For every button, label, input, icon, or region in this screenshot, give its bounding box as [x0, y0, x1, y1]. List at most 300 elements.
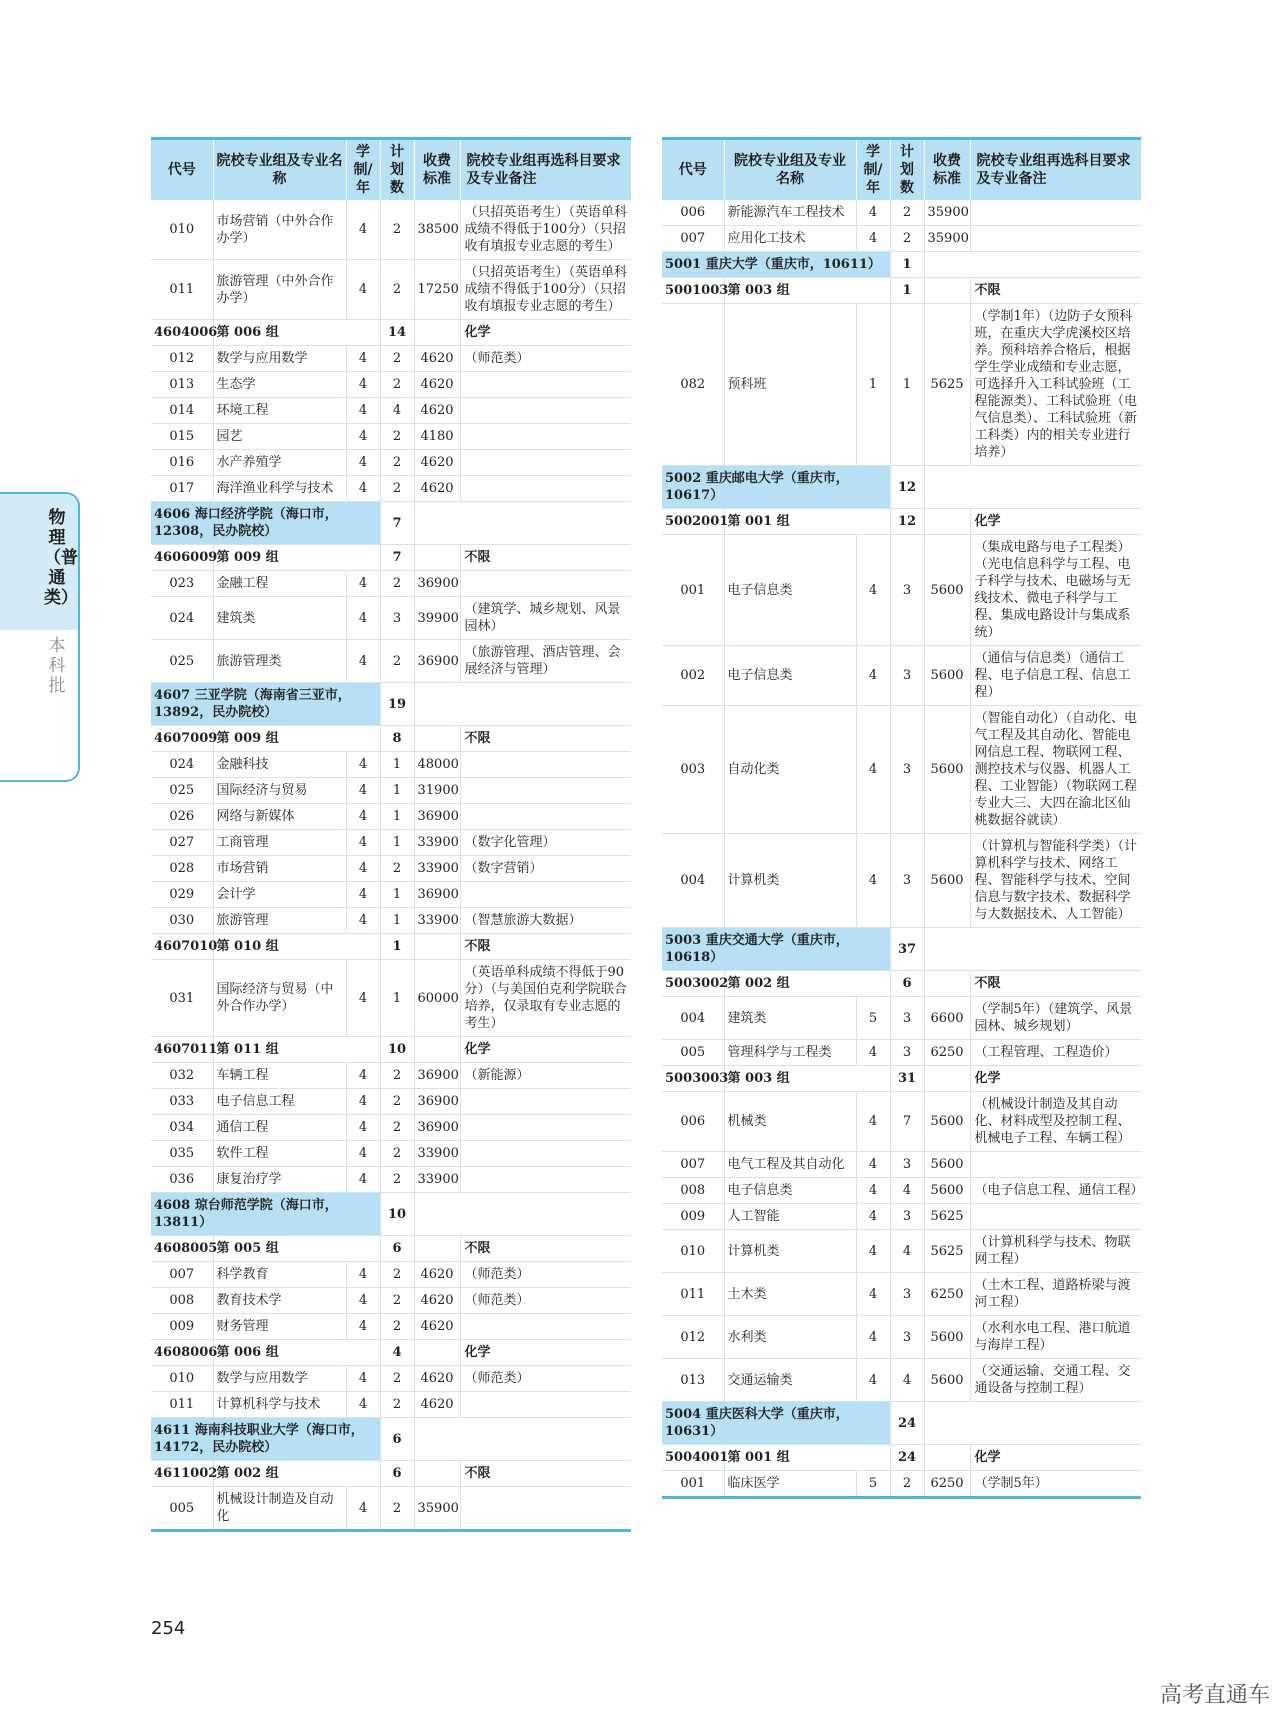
major-plan: 2: [380, 1089, 414, 1115]
major-row: [151, 346, 631, 372]
major-plan: 1: [380, 804, 414, 830]
major-fee: 5600: [924, 1152, 970, 1178]
group-plan: 6: [890, 971, 924, 997]
major-fee: 5600: [924, 1178, 970, 1204]
institution-plan: 19: [380, 683, 414, 726]
major-fee: 4620: [414, 476, 460, 502]
major-name: 自动化类: [724, 706, 856, 834]
institution-title: 5004 重庆医科大学（重庆市，10631）: [662, 1402, 890, 1445]
major-note: （数字化管理）: [460, 830, 631, 856]
institution-title: 5001 重庆大学（重庆市，10611）: [662, 252, 890, 278]
major-name: 康复治疗学: [213, 1167, 346, 1193]
major-note: [970, 200, 1141, 226]
major-note: （师范类）: [460, 1288, 631, 1314]
institution-plan: 24: [890, 1402, 924, 1445]
major-years: 4: [346, 1167, 380, 1193]
group-row: [662, 971, 1141, 997]
major-note: （机械设计制造及其自动化、材料成型及控制工程、机械电子工程、车辆工程）: [970, 1092, 1141, 1152]
major-note: [460, 752, 631, 778]
major-plan: 3: [890, 1316, 924, 1359]
major-row: [151, 908, 631, 934]
major-code: 011: [662, 1273, 724, 1316]
major-years: 4: [856, 1092, 890, 1152]
empty-cell: [924, 278, 970, 304]
major-code: 012: [662, 1316, 724, 1359]
major-years: 4: [346, 398, 380, 424]
major-name: 计算机类: [724, 1230, 856, 1273]
major-plan: 2: [380, 1366, 414, 1392]
group-subject-requirement: 化学: [970, 509, 1141, 535]
major-fee: 35900: [414, 1487, 460, 1531]
major-row: [151, 200, 631, 260]
major-note: [460, 450, 631, 476]
major-years: 4: [856, 646, 890, 706]
major-row: [151, 882, 631, 908]
group-name: 第 006 组: [213, 1340, 380, 1366]
major-name: 旅游管理类: [213, 640, 346, 683]
major-row: [151, 1366, 631, 1392]
major-code: 007: [662, 1152, 724, 1178]
major-plan: 2: [380, 1314, 414, 1340]
major-code: 004: [662, 997, 724, 1040]
major-code: 011: [151, 1392, 213, 1418]
major-years: 4: [346, 200, 380, 260]
major-years: 4: [346, 1366, 380, 1392]
group-code: 4608006: [151, 1340, 213, 1366]
major-note: （学制1年）（边防子女预科班，在重庆大学虎溪校区培养。预科培养合格后，根据学生学业成绩和专业志愿，可选择升入工科试验班（工程能源类）、工科试验班（电气信息类）、工科试验班（新工科类）内的相关专业进行培养）: [970, 304, 1141, 466]
major-code: 015: [151, 424, 213, 450]
header-note: 院校专业组再选科目要求及专业备注: [460, 139, 631, 201]
major-code: 025: [151, 778, 213, 804]
institution-title: 5002 重庆邮电大学（重庆市，10617）: [662, 466, 890, 509]
major-plan: 4: [890, 1230, 924, 1273]
major-years: 4: [346, 597, 380, 640]
major-years: 4: [346, 752, 380, 778]
major-plan: 1: [380, 882, 414, 908]
institution-row: [662, 466, 1141, 509]
major-note: （数字营销）: [460, 856, 631, 882]
group-name: 第 011 组: [213, 1037, 380, 1063]
group-plan: 10: [380, 1037, 414, 1063]
group-subject-requirement: 化学: [460, 320, 631, 346]
header-code: 代号: [151, 139, 213, 201]
major-years: 1: [856, 304, 890, 466]
header-plan: 计划数: [380, 139, 414, 201]
major-code: 035: [151, 1141, 213, 1167]
group-plan: 6: [380, 1236, 414, 1262]
major-code: 024: [151, 752, 213, 778]
institution-title: 4611 海南科技职业大学（海口市，14172，民办院校）: [151, 1418, 380, 1461]
major-note: （通信与信息类）（通信工程、电子信息工程、信息工程）: [970, 646, 1141, 706]
major-code: 004: [662, 834, 724, 928]
header-years: 学制/年: [856, 139, 890, 201]
institution-row: [151, 1193, 631, 1236]
major-row: [151, 640, 631, 683]
group-row: [151, 1340, 631, 1366]
major-plan: 2: [380, 640, 414, 683]
major-fee: 5600: [924, 646, 970, 706]
major-code: 017: [151, 476, 213, 502]
major-years: 4: [346, 778, 380, 804]
major-code: 036: [151, 1167, 213, 1193]
major-fee: 35900: [924, 226, 970, 252]
major-years: 4: [856, 226, 890, 252]
major-years: 4: [346, 1063, 380, 1089]
empty-cell: [414, 1418, 631, 1461]
group-name: 第 001 组: [724, 1445, 890, 1471]
major-code: 082: [662, 304, 724, 466]
institution-plan: 1: [890, 252, 924, 278]
group-subject-requirement: 不限: [970, 278, 1141, 304]
institution-row: [662, 928, 1141, 971]
major-note: [460, 571, 631, 597]
major-plan: 2: [380, 1487, 414, 1531]
major-plan: 2: [380, 1063, 414, 1089]
major-code: 030: [151, 908, 213, 934]
major-note: [970, 1152, 1141, 1178]
major-note: （计算机科学与技术、物联网工程）: [970, 1230, 1141, 1273]
major-row: [151, 571, 631, 597]
empty-cell: [414, 683, 631, 726]
major-plan: 3: [890, 1204, 924, 1230]
major-note: [460, 1089, 631, 1115]
major-years: 4: [856, 1230, 890, 1273]
major-name: 金融科技: [213, 752, 346, 778]
group-plan: 31: [890, 1066, 924, 1092]
major-years: 5: [856, 997, 890, 1040]
major-years: 4: [346, 640, 380, 683]
major-row: [151, 778, 631, 804]
group-name: 第 001 组: [724, 509, 890, 535]
major-name: 电子信息类: [724, 646, 856, 706]
major-name: 机械设计制造及自动化: [213, 1487, 346, 1531]
major-note: （水利水电工程、港口航道与海岸工程）: [970, 1316, 1141, 1359]
major-note: [460, 882, 631, 908]
group-plan: 12: [890, 509, 924, 535]
major-row: [151, 1167, 631, 1193]
major-note: [970, 226, 1141, 252]
major-name: 交通运输类: [724, 1359, 856, 1402]
major-fee: 36900: [414, 1063, 460, 1089]
major-plan: 3: [890, 646, 924, 706]
major-note: [460, 1115, 631, 1141]
major-row: [151, 597, 631, 640]
major-years: 4: [346, 1314, 380, 1340]
group-name: 第 006 组: [213, 320, 380, 346]
major-fee: 4620: [414, 1392, 460, 1418]
major-name: 科学教育: [213, 1262, 346, 1288]
group-plan: 1: [890, 278, 924, 304]
major-plan: 7: [890, 1092, 924, 1152]
major-fee: 33900: [414, 1167, 460, 1193]
major-name: 网络与新媒体: [213, 804, 346, 830]
empty-cell: [414, 1193, 631, 1236]
major-years: 4: [346, 424, 380, 450]
major-note: [460, 398, 631, 424]
major-code: 028: [151, 856, 213, 882]
major-fee: 5600: [924, 1359, 970, 1402]
group-subject-requirement: 不限: [970, 971, 1141, 997]
major-note: （师范类）: [460, 1366, 631, 1392]
group-code: 4607011: [151, 1037, 213, 1063]
major-fee: 5600: [924, 706, 970, 834]
major-years: 4: [856, 834, 890, 928]
major-row: [151, 476, 631, 502]
empty-cell: [924, 1066, 970, 1092]
side-tab-category: 物理（普通类）: [44, 508, 78, 608]
major-code: 010: [151, 1366, 213, 1392]
major-row: [151, 804, 631, 830]
major-name: 预科班: [724, 304, 856, 466]
table-header-row: [662, 139, 1141, 201]
major-fee: 4620: [414, 1262, 460, 1288]
group-plan: 7: [380, 545, 414, 571]
major-years: 4: [346, 1288, 380, 1314]
major-fee: 36900: [414, 804, 460, 830]
institution-row: [151, 502, 631, 545]
major-code: 001: [662, 1471, 724, 1498]
major-years: 4: [346, 346, 380, 372]
major-name: 海洋渔业科学与技术: [213, 476, 346, 502]
major-row: [662, 226, 1141, 252]
major-plan: 2: [380, 200, 414, 260]
major-years: 4: [346, 1141, 380, 1167]
major-fee: 4620: [414, 346, 460, 372]
major-fee: 33900: [414, 830, 460, 856]
major-plan: 2: [890, 226, 924, 252]
major-code: 032: [151, 1063, 213, 1089]
major-years: 4: [346, 476, 380, 502]
major-years: 4: [856, 1204, 890, 1230]
major-name: 数学与应用数学: [213, 1366, 346, 1392]
major-years: 4: [856, 1273, 890, 1316]
major-fee: 36900: [414, 571, 460, 597]
major-name: 旅游管理: [213, 908, 346, 934]
major-row: [662, 200, 1141, 226]
major-years: 4: [346, 1115, 380, 1141]
major-fee: 36900: [414, 1115, 460, 1141]
major-row: [151, 1089, 631, 1115]
institution-row: [662, 1402, 1141, 1445]
major-name: 计算机科学与技术: [213, 1392, 346, 1418]
major-plan: 2: [380, 260, 414, 320]
major-name: 软件工程: [213, 1141, 346, 1167]
major-name: 园艺: [213, 424, 346, 450]
major-note: [460, 476, 631, 502]
group-subject-requirement: 不限: [460, 1236, 631, 1262]
major-row: [151, 960, 631, 1037]
major-row: [662, 304, 1141, 466]
major-fee: 31900: [414, 778, 460, 804]
major-note: （只招英语考生）（英语单科成绩不得低于100分）（只招收有填报专业志愿的考生）: [460, 260, 631, 320]
group-row: [662, 509, 1141, 535]
group-code: 4608005: [151, 1236, 213, 1262]
major-row: [662, 1092, 1141, 1152]
institution-title: 4608 琼台师范学院（海口市，13811）: [151, 1193, 380, 1236]
major-years: 4: [346, 571, 380, 597]
major-years: 4: [346, 450, 380, 476]
major-note: [970, 1204, 1141, 1230]
group-code: 5002001: [662, 509, 724, 535]
major-plan: 3: [890, 997, 924, 1040]
empty-cell: [924, 252, 1141, 278]
major-note: [460, 1392, 631, 1418]
major-fee: 5600: [924, 535, 970, 646]
major-name: 旅游管理（中外合作办学）: [213, 260, 346, 320]
major-note: （建筑学、城乡规划、风景园林）: [460, 597, 631, 640]
major-row: [151, 830, 631, 856]
section-side-tab: [0, 492, 80, 782]
group-subject-requirement: 不限: [460, 1461, 631, 1487]
major-note: [460, 372, 631, 398]
major-row: [662, 1152, 1141, 1178]
major-fee: 17250: [414, 260, 460, 320]
major-row: [151, 398, 631, 424]
group-row: [151, 1037, 631, 1063]
major-years: 4: [346, 1392, 380, 1418]
major-code: 005: [662, 1040, 724, 1066]
group-code: 4611002: [151, 1461, 213, 1487]
group-name: 第 002 组: [724, 971, 890, 997]
major-code: 031: [151, 960, 213, 1037]
major-years: 4: [856, 706, 890, 834]
major-note: （师范类）: [460, 1262, 631, 1288]
group-row: [151, 545, 631, 571]
group-row: [662, 278, 1141, 304]
major-note: [460, 1314, 631, 1340]
major-years: 5: [856, 1471, 890, 1498]
major-years: 4: [856, 1316, 890, 1359]
group-name: 第 003 组: [724, 1066, 890, 1092]
group-code: 4604006: [151, 320, 213, 346]
major-name: 教育技术学: [213, 1288, 346, 1314]
major-plan: 4: [890, 1359, 924, 1402]
major-row: [662, 1204, 1141, 1230]
empty-cell: [924, 971, 970, 997]
major-code: 010: [151, 200, 213, 260]
major-fee: 4620: [414, 1366, 460, 1392]
major-years: 4: [346, 830, 380, 856]
major-row: [151, 1392, 631, 1418]
header-name: 院校专业组及专业名称: [724, 139, 856, 201]
group-code: 4606009: [151, 545, 213, 571]
major-code: 025: [151, 640, 213, 683]
major-note: （旅游管理、酒店管理、会展经济与管理）: [460, 640, 631, 683]
major-plan: 1: [380, 778, 414, 804]
institution-title: 4606 海口经济学院（海口市，12308，民办院校）: [151, 502, 380, 545]
group-row: [662, 1445, 1141, 1471]
major-note: （智能自动化）（自动化、电气工程及其自动化、智能电网信息工程、物联网工程、测控技术与仪器、机器人工程、工业智能）（物联网工程专业大三、大四在渝北区仙桃数据谷就读）: [970, 706, 1141, 834]
major-name: 通信工程: [213, 1115, 346, 1141]
major-note: [460, 1167, 631, 1193]
major-row: [662, 1359, 1141, 1402]
major-name: 电气工程及其自动化: [724, 1152, 856, 1178]
header-code: 代号: [662, 139, 724, 201]
empty-cell: [414, 934, 460, 960]
group-code: 4607010: [151, 934, 213, 960]
institution-plan: 6: [380, 1418, 414, 1461]
major-code: 024: [151, 597, 213, 640]
major-fee: 4620: [414, 372, 460, 398]
major-plan: 2: [890, 200, 924, 226]
major-years: 4: [346, 908, 380, 934]
major-note: [460, 778, 631, 804]
major-name: 水利类: [724, 1316, 856, 1359]
major-note: （土木工程、道路桥梁与渡河工程）: [970, 1273, 1141, 1316]
header-fee: 收费标准: [924, 139, 970, 201]
major-plan: 3: [890, 706, 924, 834]
major-years: 4: [856, 200, 890, 226]
major-code: 010: [662, 1230, 724, 1273]
group-code: 4607009: [151, 726, 213, 752]
group-code: 5003003: [662, 1066, 724, 1092]
group-row: [151, 726, 631, 752]
major-fee: 4620: [414, 1314, 460, 1340]
left-table-body: [151, 200, 631, 1531]
major-code: 029: [151, 882, 213, 908]
major-name: 数学与应用数学: [213, 346, 346, 372]
major-fee: 5625: [924, 304, 970, 466]
group-subject-requirement: 化学: [460, 1037, 631, 1063]
major-row: [151, 1314, 631, 1340]
major-code: 001: [662, 535, 724, 646]
major-row: [662, 1040, 1141, 1066]
major-fee: 60000: [414, 960, 460, 1037]
major-code: 027: [151, 830, 213, 856]
major-name: 生态学: [213, 372, 346, 398]
major-row: [151, 1487, 631, 1531]
major-name: 会计学: [213, 882, 346, 908]
major-row: [662, 646, 1141, 706]
institution-title: 4607 三亚学院（海南省三亚市，13892，民办院校）: [151, 683, 380, 726]
group-plan: 14: [380, 320, 414, 346]
major-row: [151, 424, 631, 450]
major-plan: 2: [380, 1141, 414, 1167]
major-name: 国际经济与贸易: [213, 778, 346, 804]
major-plan: 1: [380, 752, 414, 778]
major-code: 006: [662, 200, 724, 226]
major-code: 034: [151, 1115, 213, 1141]
major-code: 005: [151, 1487, 213, 1531]
major-note: （计算机与智能科学类）（计算机科学与技术、网络工程、智能科学与技术、空间信息与数字技术、数据科学与大数据技术、人工智能）: [970, 834, 1141, 928]
major-fee: 35900: [924, 200, 970, 226]
major-plan: 2: [380, 476, 414, 502]
major-row: [662, 535, 1141, 646]
institution-row: [151, 1418, 631, 1461]
major-fee: 48000: [414, 752, 460, 778]
major-plan: 2: [380, 1115, 414, 1141]
major-note: [460, 424, 631, 450]
right-table-body: [662, 200, 1144, 1498]
group-subject-requirement: 化学: [970, 1445, 1141, 1471]
group-name: 第 003 组: [724, 278, 890, 304]
major-name: 新能源汽车工程技术: [724, 200, 856, 226]
major-years: 4: [346, 1089, 380, 1115]
empty-cell: [414, 1037, 460, 1063]
group-name: 第 002 组: [213, 1461, 380, 1487]
major-note: [460, 1487, 631, 1531]
major-name: 机械类: [724, 1092, 856, 1152]
major-note: （学制5年）（建筑学、风景园林、城乡规划）: [970, 997, 1141, 1040]
major-row: [151, 450, 631, 476]
group-plan: 24: [890, 1445, 924, 1471]
major-fee: 6250: [924, 1471, 970, 1498]
major-years: 4: [346, 882, 380, 908]
major-years: 4: [346, 260, 380, 320]
major-name: 车辆工程: [213, 1063, 346, 1089]
empty-cell: [414, 726, 460, 752]
major-fee: 36900: [414, 1089, 460, 1115]
